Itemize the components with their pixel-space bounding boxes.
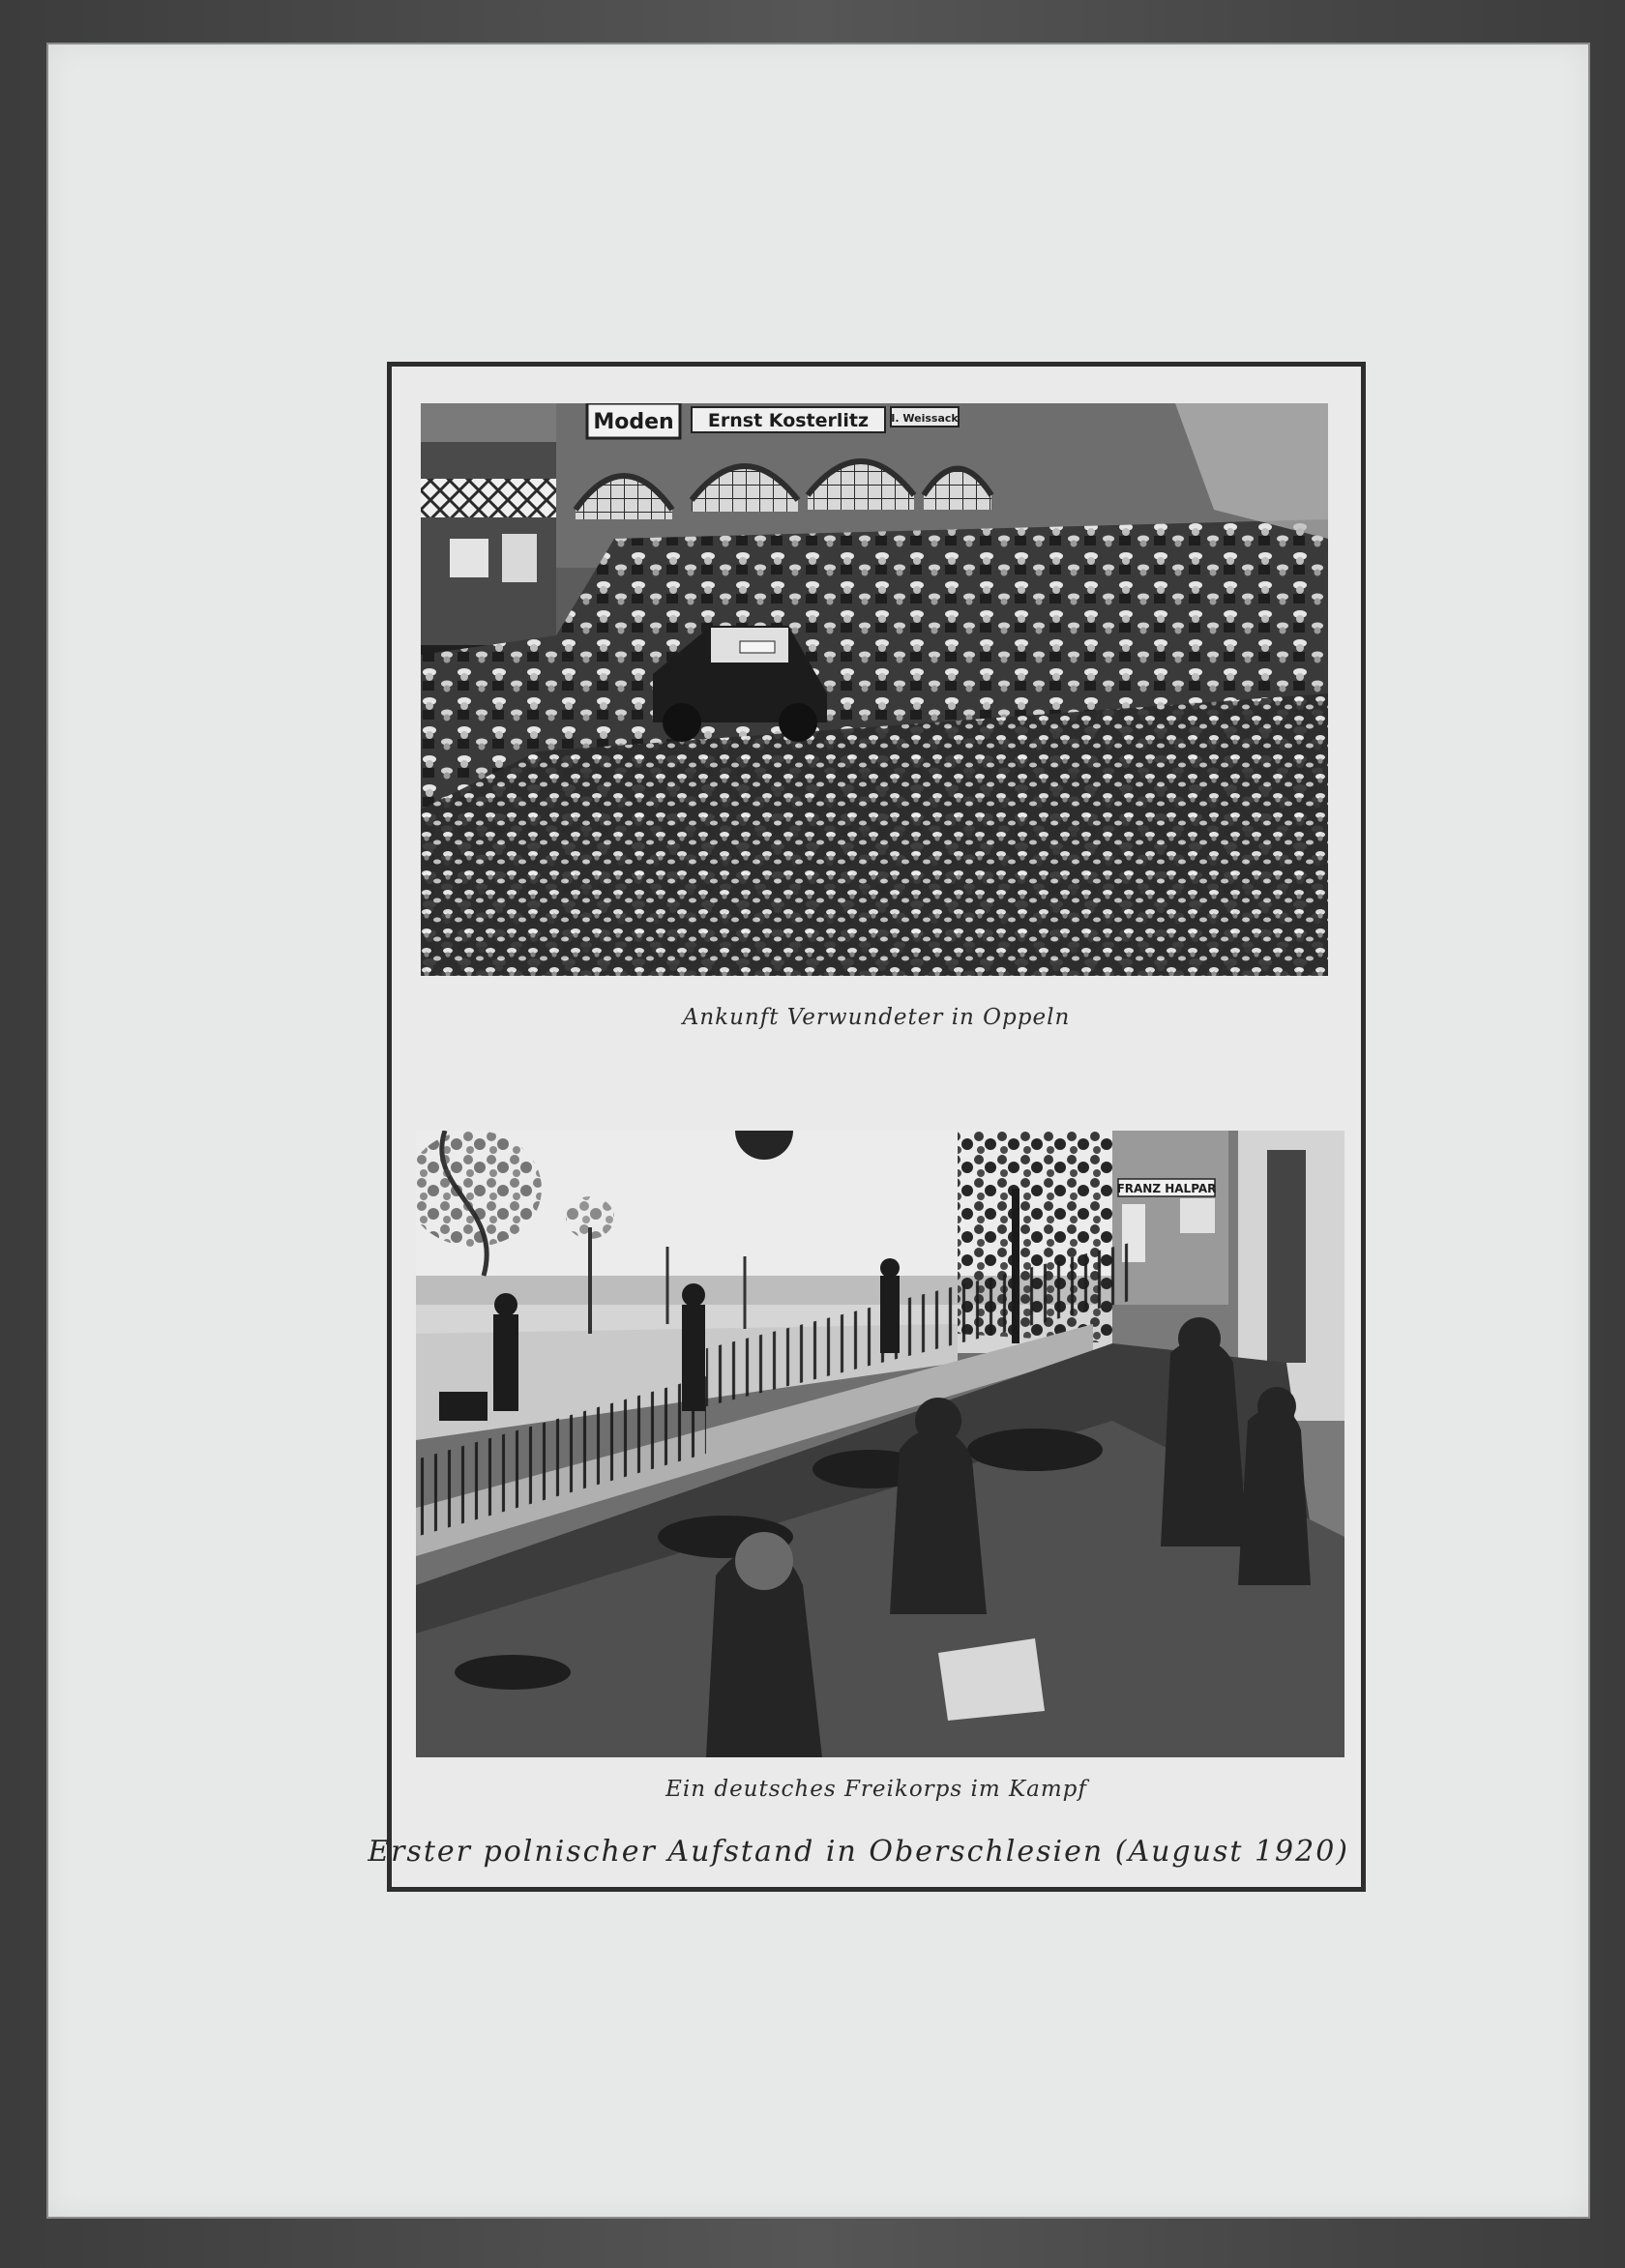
sign-corner-shop: FRANZ HALPAR [1116,1182,1217,1195]
freikorps-photo-image [416,1131,1344,1757]
sign-moden: Moden [593,410,674,434]
photo-freikorps [416,1131,1344,1757]
photo-plate [368,362,1366,1892]
crowd-photo-image [421,403,1328,976]
photo-crowd-oppeln [421,403,1328,976]
sign-store-name: Ernst Kosterlitz [707,410,870,431]
caption-top-photo: Ankunft Verwundeter in Oppeln [682,1005,1071,1030]
plate-title: Erster polnischer Aufstand in Oberschlesien (August 1920) [368,1835,1349,1869]
sign-small: I. Weissack [891,412,959,425]
caption-bottom-photo: Ein deutsches Freikorps im Kampf [665,1777,1087,1802]
album-page [46,43,1590,2219]
